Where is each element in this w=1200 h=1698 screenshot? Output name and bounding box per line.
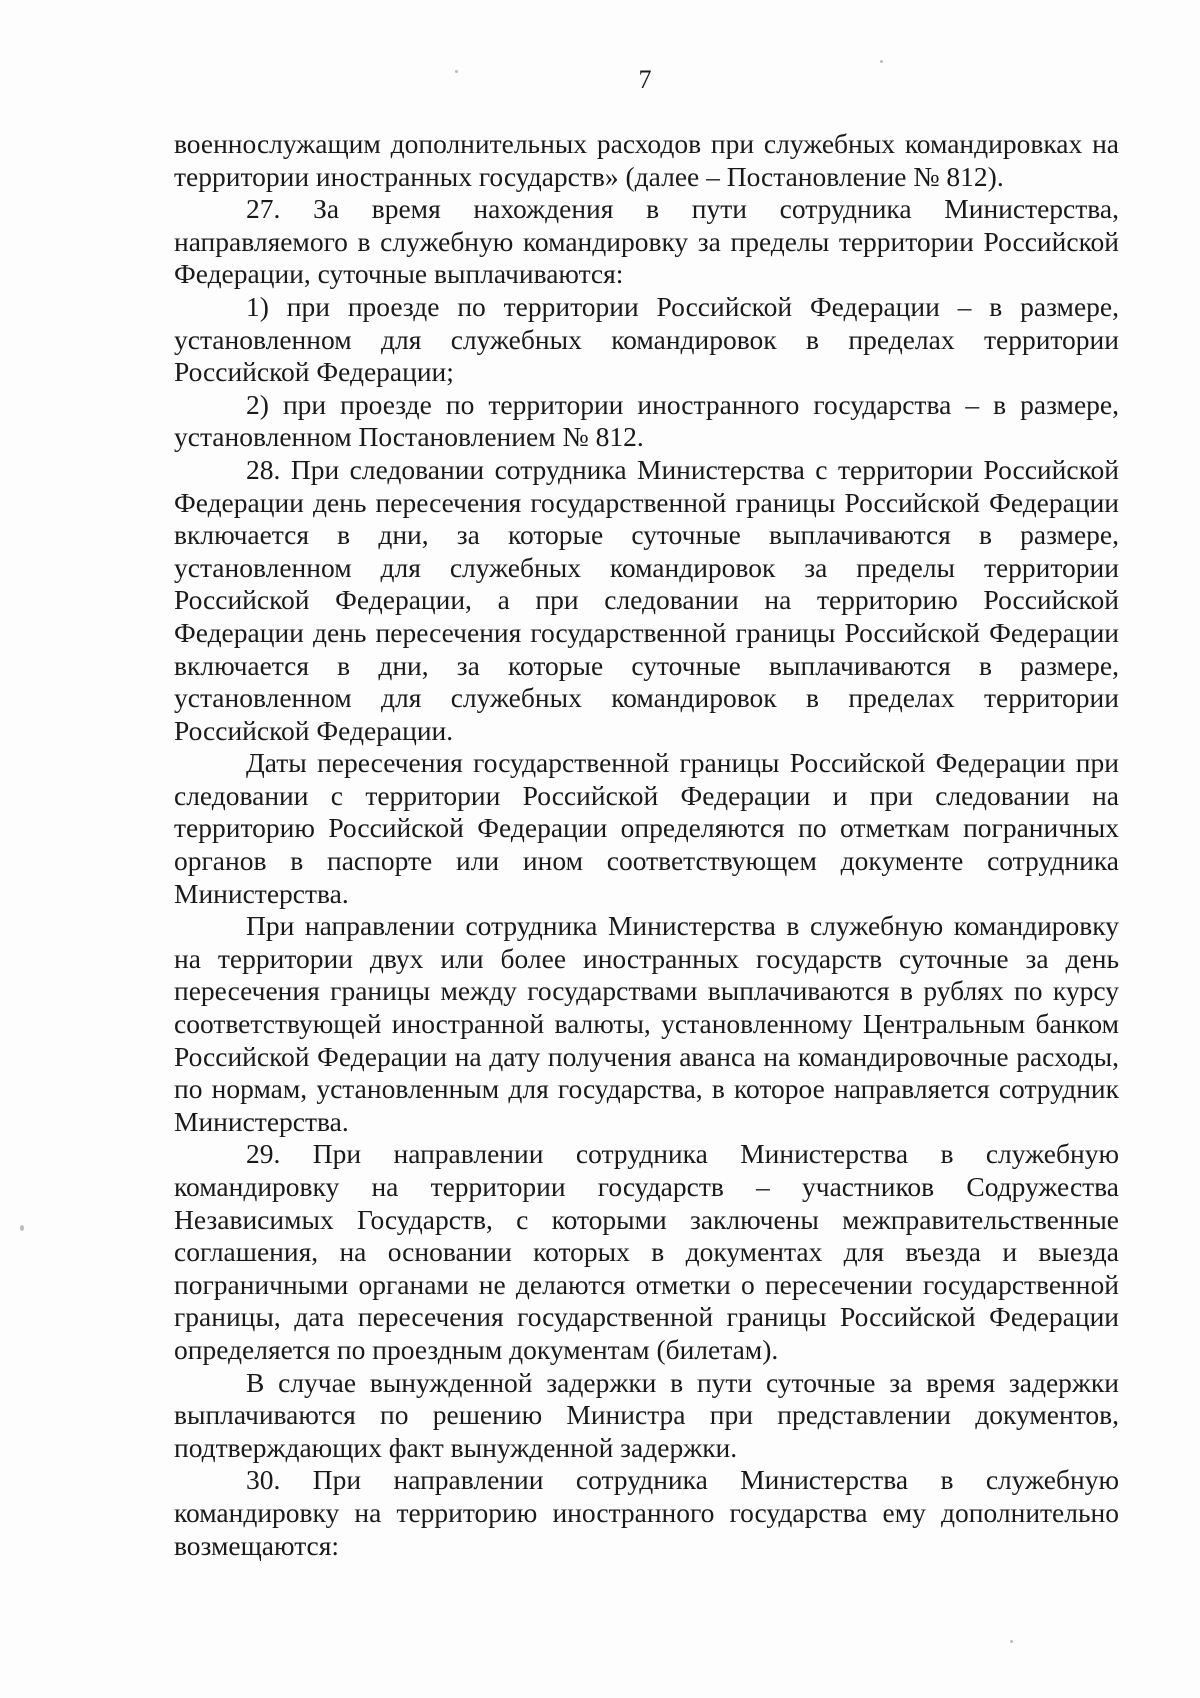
scan-speck [1010, 1640, 1013, 1643]
paragraph-27: 27. За время нахождения в пути сотрудника Министерства, направляемого в служебную командировку за пределы территории Российской Федерации, суточные выплачиваются: [174, 193, 1119, 290]
page-number: 7 [638, 65, 652, 94]
paragraph-30: 30. При направлении сотрудника Министерства в служебную командировку на территорию иностранного государства ему дополнительно возмещаются: [174, 1464, 1119, 1561]
paragraph-28: 28. При следовании сотрудника Министерства с территории Российской Федерации день пересечения государственной границы Российской Федерации включается в дни, за которые суточные выплачиваются в размере, установленном для служебных командировок за пределы территории Российской Федерации, а при следовании на территорию Российской Федерации день пересечения государственной границы Российской Федерации включается в дни, за которые суточные выплачиваются в размере, установленном для служебных командировок в пределах территории Российской Федерации. [174, 453, 1119, 746]
paragraph-28-border-dates: Даты пересечения государственной границы Российской Федерации при следовании с территории Российской Федерации и при следовании на территорию Российской Федерации определяются по отметкам пограничных органов в паспорте или ином соответствующем документе сотрудника Министерства. [174, 747, 1119, 909]
paragraph-27-item-2: 2) при проезде по территории иностранного государства – в размере, установленном Постановлением № 812. [174, 388, 1119, 453]
paragraph-continuation: военнослужащим дополнительных расходов при служебных командировках на территории иностранных государств» (далее – Постановление № 812). [174, 128, 1119, 192]
scan-speck [20, 1225, 24, 1231]
paragraph-27-item-1: 1) при проезде по территории Российской Федерации – в размере, установленном для служебных командировок в пределах территории Российской Федерации; [174, 290, 1119, 388]
paragraph-29-forced-delay: В случае вынужденной задержки в пути суточные за время задержки выплачиваются по решению Министра при представлении документов, подтверждающих факт вынужденной задержки. [174, 1366, 1119, 1463]
document-body [174, 128, 1119, 1562]
scan-speck [880, 60, 883, 63]
paragraph-28-multiple-states: При направлении сотрудника Министерства в служебную командировку на территории двух или более иностранных государств суточные за день пересечения границы между государствами выплачиваются в рублях по курсу соответствующей иностранной валюты, установленному Центральным банком Российской Федерации на дату получения аванса на командировочные расходы, по нормам, установленным для государства, в которое направляется сотрудник Министерства. [174, 910, 1119, 1137]
scan-speck [455, 70, 458, 73]
paragraph-29: 29. При направлении сотрудника Министерства в служебную командировку на территории государств – участников Содружества Независимых Государств, с которыми заключены межправительственные соглашения, на основании которых в документах для въезда и выезда пограничными органами не делаются отметки о пересечении государственной границы, дата пересечения государственной границы Российской Федерации определяется по проездным документам (билетам). [174, 1138, 1119, 1365]
